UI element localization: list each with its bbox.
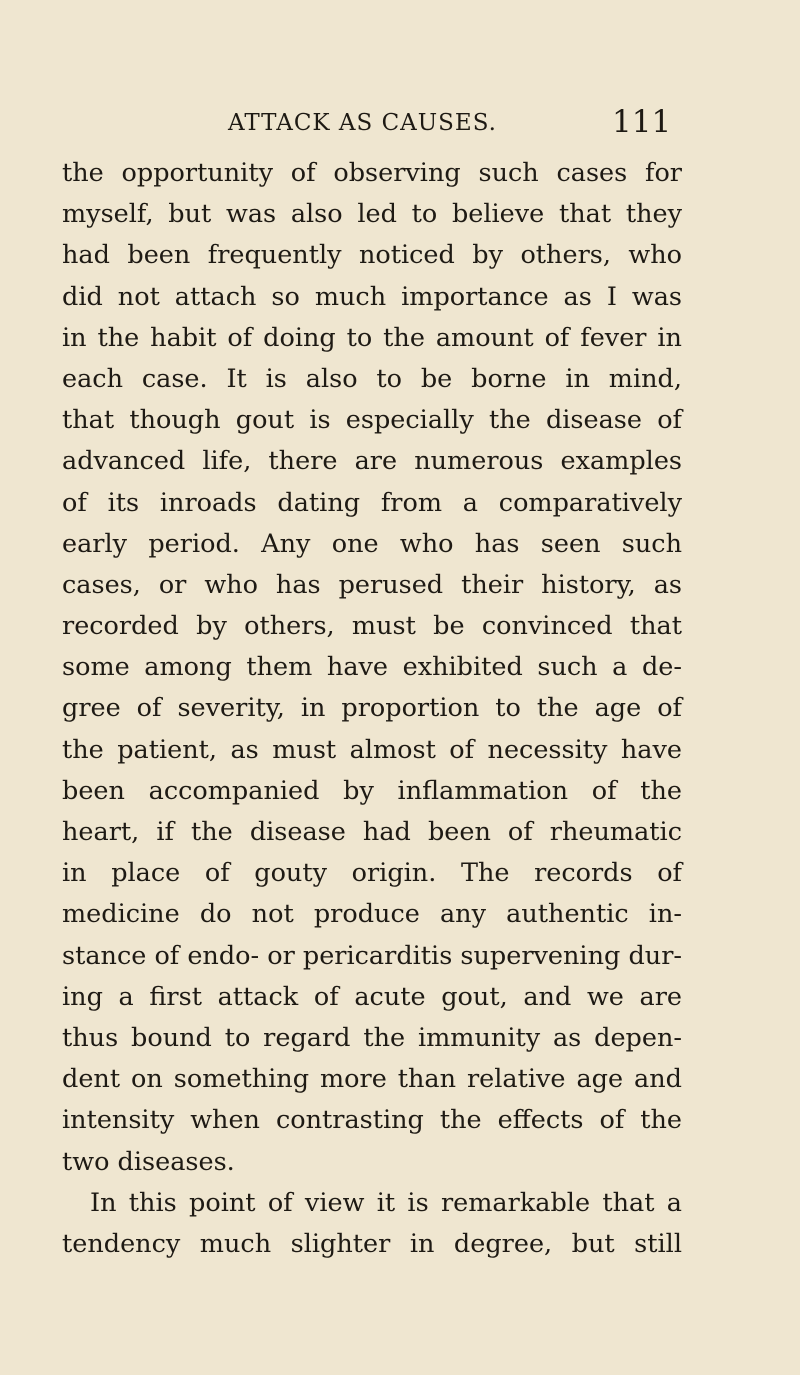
text-line: that though gout is especially the disease of: [62, 405, 682, 436]
text-line: early period. Any one who has seen such: [62, 528, 682, 559]
text-line: in place of gouty origin. The records of: [62, 858, 682, 889]
text-line: been accompanied by inflammation of the: [62, 775, 682, 806]
text-line: in the habit of doing to the amount of fever in: [62, 322, 682, 353]
text-line: had been frequently noticed by others, who: [62, 240, 682, 271]
page-number: 111: [612, 104, 672, 140]
text-line: thus bound to regard the immunity as depen-: [62, 1022, 682, 1053]
text-line: the patient, as must almost of necessity have: [62, 734, 682, 765]
text-line: myself, but was also led to believe that they: [62, 199, 682, 230]
text-line: some among them have exhibited such a de-: [62, 652, 682, 683]
text-line: each case. It is also to be borne in mind,: [62, 363, 682, 394]
text-line: dent on something more than relative age and: [62, 1064, 682, 1095]
text-line: intensity when contrasting the effects of the: [62, 1105, 682, 1136]
text-line: advanced life, there are numerous examples: [62, 446, 682, 477]
text-line: of its inroads dating from a comparatively: [62, 487, 682, 518]
paragraph-start-line: In this point of view it is remarkable that a: [90, 1187, 682, 1218]
text-line: ing a first attack of acute gout, and we are: [62, 981, 682, 1012]
text-line: heart, if the disease had been of rheumatic: [62, 817, 682, 847]
text-line: medicine do not produce any authentic in-: [62, 899, 682, 930]
running-head: ATTACK AS CAUSES.: [228, 110, 497, 136]
text-line: did not attach so much importance as I was: [62, 281, 682, 312]
text-line: two diseases.: [62, 1146, 235, 1177]
text-line: tendency much slighter in degree, but still: [62, 1228, 682, 1259]
text-line: recorded by others, must be convinced that: [62, 611, 682, 642]
text-line: stance of endo- or pericarditis supervening dur-: [62, 940, 682, 971]
text-line: cases, or who has perused their history, as: [62, 569, 682, 600]
text-line: gree of severity, in proportion to the age of: [62, 693, 682, 724]
body-text: [62, 153, 682, 1265]
text-line: the opportunity of observing such cases for: [62, 158, 682, 188]
